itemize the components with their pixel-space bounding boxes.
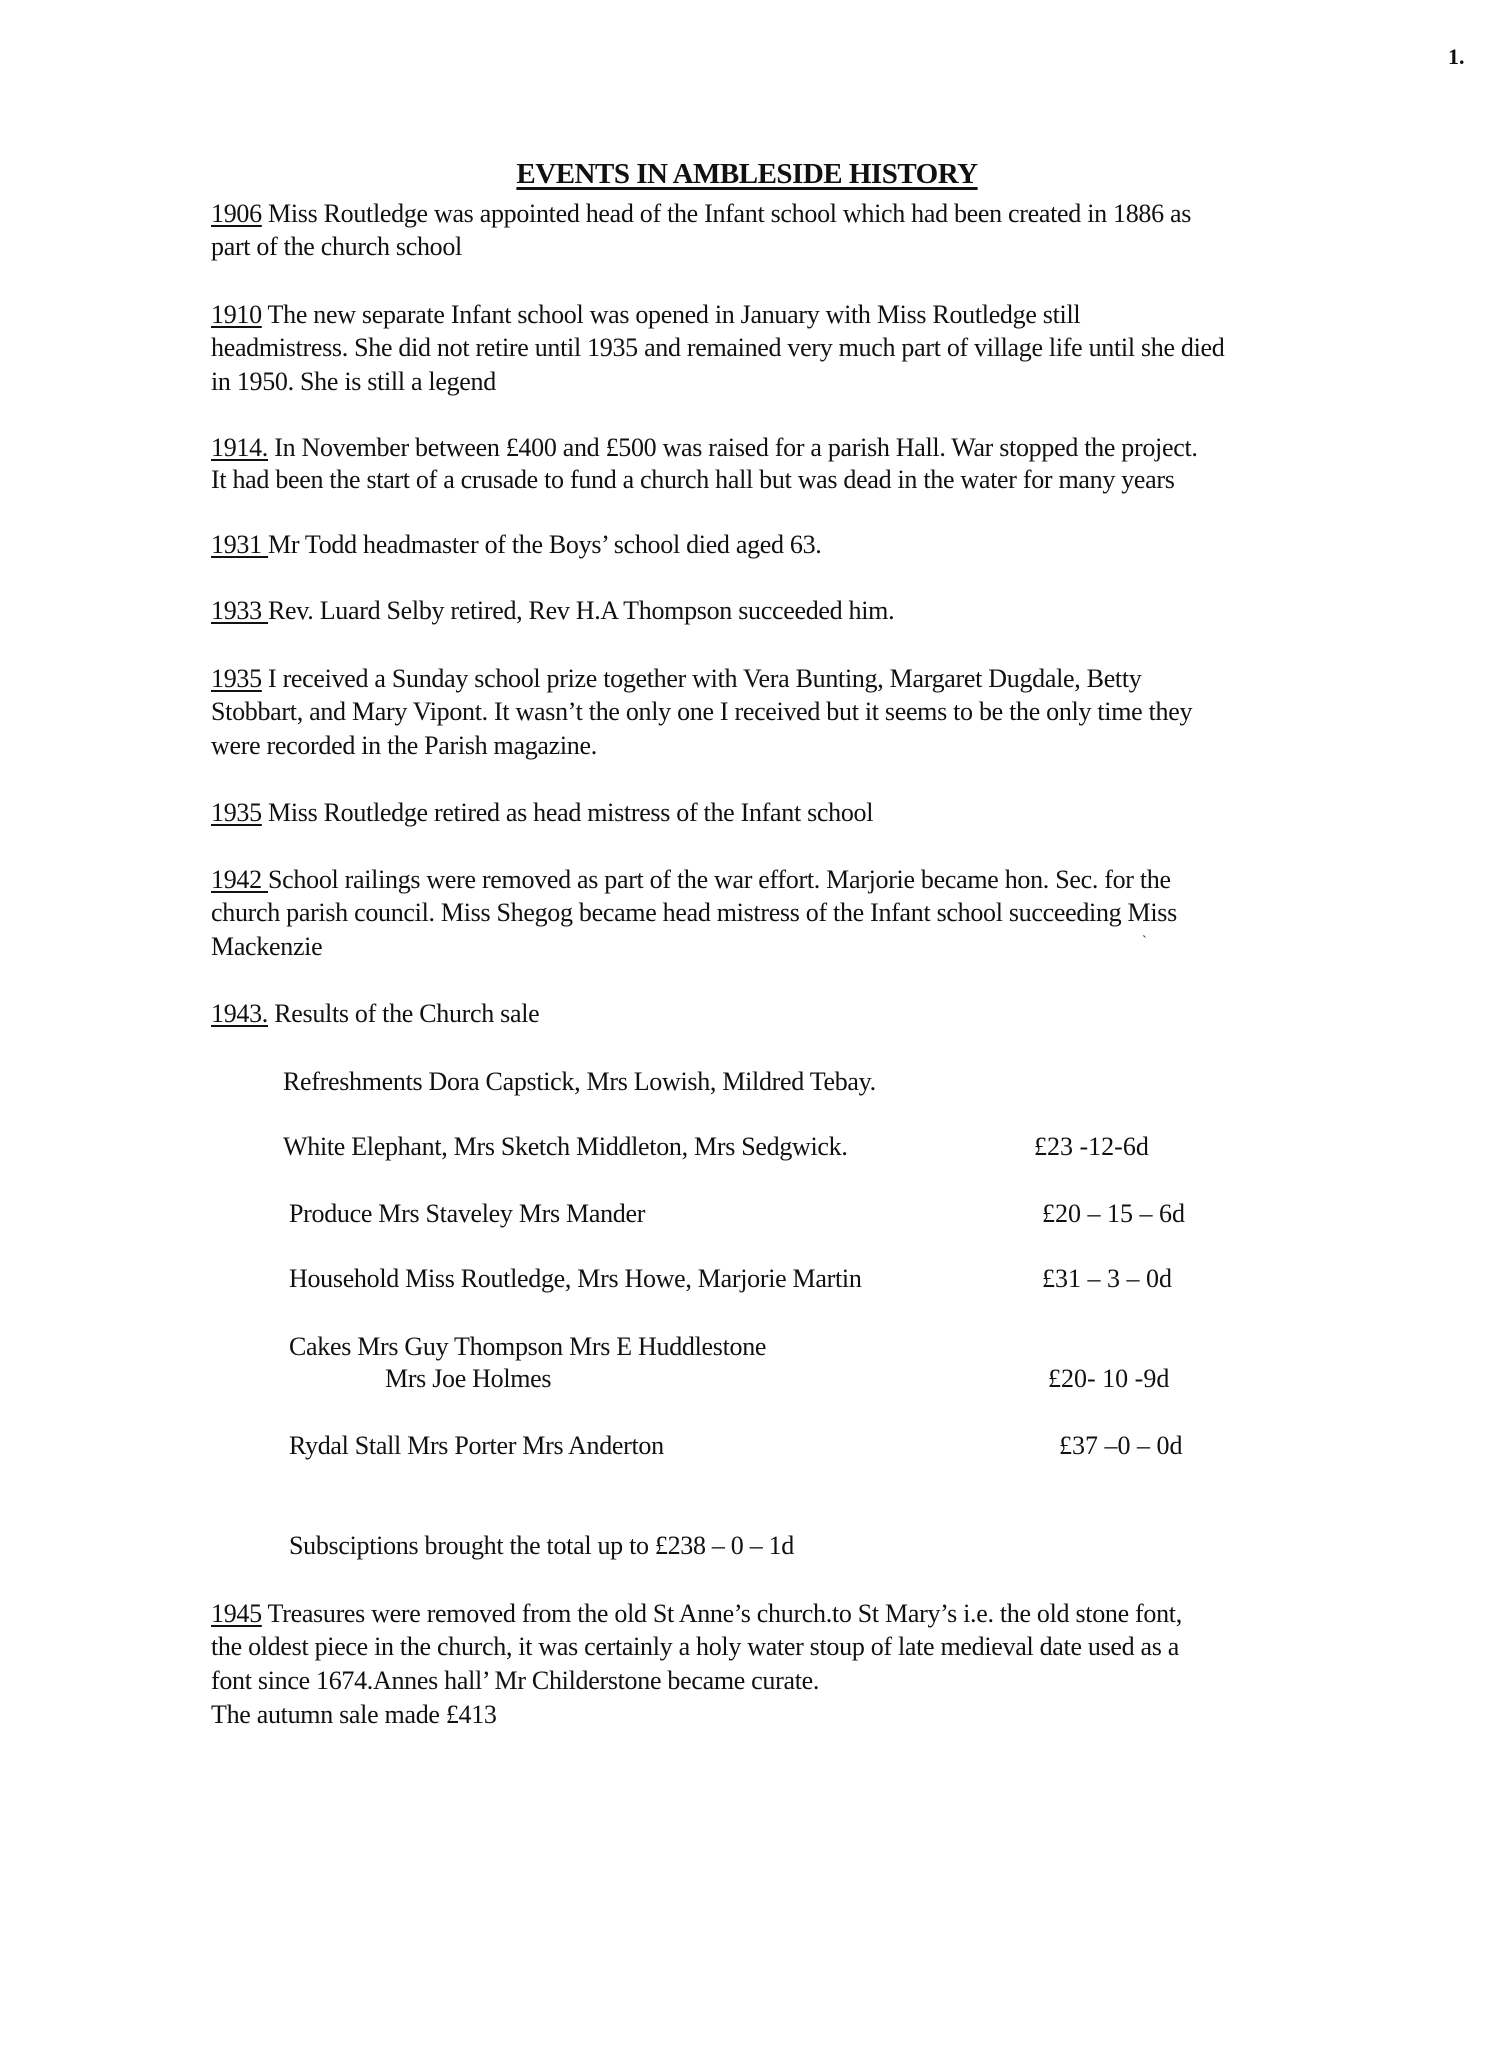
sale-stall: Refreshments Dora Capstick, Mrs Lowish, Mildred Tebay. bbox=[283, 1067, 876, 1096]
entry-1906-line bbox=[211, 197, 1191, 231]
entry-text: Stobbart, and Mary Vipont. It wasn’t the only one I received but it seems to be the only time they bbox=[211, 697, 1193, 726]
entry-1914-line bbox=[211, 431, 1198, 465]
sale-stall-continued: Mrs Joe Holmes bbox=[385, 1364, 552, 1393]
sale-amount: £23 -12-6d bbox=[1034, 1132, 1149, 1161]
sale-amount: £20 – 15 – 6d bbox=[1042, 1199, 1185, 1228]
sale-stall: Household Miss Routledge, Mrs Howe, Marjorie Martin bbox=[289, 1264, 862, 1293]
entry-text: Treasures were removed from the old St Anne’s church.to St Mary’s i.e. the old stone font, bbox=[267, 1599, 1182, 1628]
entry-text: Miss Routledge retired as head mistress of the Infant school bbox=[268, 798, 874, 827]
sale-stall: Cakes Mrs Guy Thompson Mrs E Huddlestone bbox=[289, 1332, 767, 1361]
page-title: EVENTS IN AMBLESIDE HISTORY bbox=[516, 158, 978, 190]
entry-year: 1945 bbox=[211, 1599, 262, 1628]
page-number-mark: 1. bbox=[1448, 44, 1465, 69]
entry-text: font since 1674.Annes hall’ Mr Childerstone became curate. bbox=[211, 1666, 820, 1695]
entry-year: 1914. bbox=[211, 433, 269, 462]
sale-amount: £31 – 3 – 0d bbox=[1042, 1264, 1172, 1293]
sale-total: Subsciptions brought the total up to £238 – 0 – 1d bbox=[289, 1531, 794, 1560]
entry-1943-line bbox=[211, 997, 539, 1031]
entry-text: Rev. Luard Selby retired, Rev H.A Thompson succeeded him. bbox=[268, 596, 895, 625]
entry-text: The new separate Infant school was opened in January with Miss Routledge still bbox=[267, 300, 1081, 329]
entry-year: 1931 bbox=[211, 530, 269, 559]
entry-year: 1935 bbox=[211, 664, 262, 693]
entry-text: Miss Routledge was appointed head of the Infant school which had been created in 1886 as bbox=[268, 199, 1192, 228]
entry-1935-line bbox=[211, 662, 1141, 696]
entry-text: part of the church school bbox=[211, 232, 462, 261]
entry-1942-line bbox=[211, 863, 1171, 897]
entry-text: I received a Sunday school prize together with Vera Bunting, Margaret Dugdale, Betty bbox=[268, 664, 1142, 693]
entry-year: 1935 bbox=[211, 798, 262, 827]
sale-stall: Rydal Stall Mrs Porter Mrs Anderton bbox=[289, 1431, 664, 1460]
sale-stall: White Elephant, Mrs Sketch Middleton, Mrs Sedgwick. bbox=[283, 1132, 848, 1161]
stray-mark: ` bbox=[1142, 934, 1147, 949]
entry-year: 1910 bbox=[211, 300, 262, 329]
entry-text: It had been the start of a crusade to fund a church hall but was dead in the water for many years bbox=[211, 465, 1175, 494]
entry-1931-line bbox=[211, 528, 822, 562]
sale-amount: £37 –0 – 0d bbox=[1059, 1431, 1183, 1460]
entry-text: church parish council. Miss Shegog became head mistress of the Infant school succeeding Miss bbox=[211, 898, 1177, 927]
entry-text: The autumn sale made £413 bbox=[211, 1700, 497, 1729]
entry-1910-line bbox=[211, 298, 1080, 332]
entry-text: In November between £400 and £500 was raised for a parish Hall. War stopped the project. bbox=[274, 433, 1198, 462]
entry-year: 1943. bbox=[211, 999, 269, 1028]
entry-text: Mr Todd headmaster of the Boys’ school died aged 63. bbox=[268, 530, 822, 559]
entry-text: School railings were removed as part of the war effort. Marjorie became hon. Sec. for the bbox=[268, 865, 1171, 894]
sale-amount: £20- 10 -9d bbox=[1048, 1364, 1170, 1393]
entry-text: the oldest piece in the church, it was certainly a holy water stoup of late medieval date used as a bbox=[211, 1632, 1180, 1661]
entry-text: in 1950. She is still a legend bbox=[211, 367, 496, 396]
entry-1935b-line bbox=[211, 796, 873, 830]
entry-1945-line bbox=[211, 1597, 1182, 1631]
entry-text: were recorded in the Parish magazine. bbox=[211, 731, 597, 760]
entry-text: headmistress. She did not retire until 1935 and remained very much part of village life until she died bbox=[211, 333, 1225, 362]
entry-year: 1906 bbox=[211, 199, 262, 228]
entry-year: 1933 bbox=[211, 596, 269, 625]
entry-text: Mackenzie bbox=[211, 932, 323, 961]
sale-stall: Produce Mrs Staveley Mrs Mander bbox=[289, 1199, 646, 1228]
entry-year: 1942 bbox=[211, 865, 269, 894]
entry-text: Results of the Church sale bbox=[274, 999, 540, 1028]
entry-1933-line bbox=[211, 594, 894, 628]
